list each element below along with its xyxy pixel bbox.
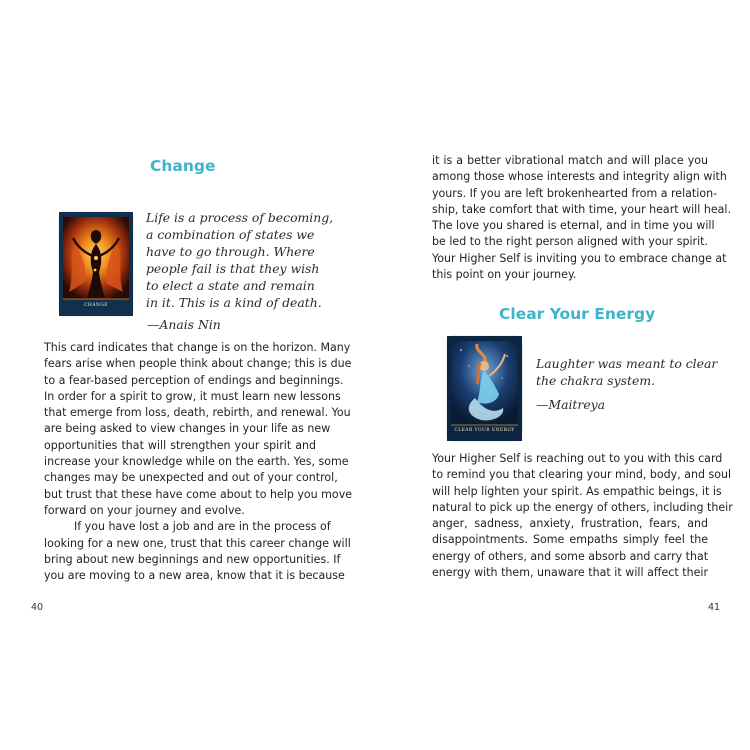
change-card-caption: CHANGE xyxy=(84,303,108,308)
body-line: among those whose interests and integrity align with xyxy=(432,170,727,184)
body-line: Your Higher Self is reaching out to you with this card xyxy=(432,452,723,465)
body-line: yours. If you are left brokenhearted from a relation- xyxy=(432,186,718,200)
body-line: will help lighten your spirit. As empathic beings, it is xyxy=(432,484,722,498)
body-line: this point on your journey. xyxy=(432,268,577,282)
quote-line: have to go through. Where xyxy=(146,244,315,259)
quote-line: Laughter was meant to clear xyxy=(536,356,718,371)
body-line: natural to pick up the energy of others, including their xyxy=(432,500,733,514)
body-line: to a fear-based perception of endings and beginnings. xyxy=(44,373,344,387)
body-line: energy of others, and some absorb and carry that xyxy=(432,549,709,563)
continued-body-text xyxy=(432,153,731,283)
body-line: are being asked to view changes in your life as new xyxy=(44,422,331,436)
page-number-right: 41 xyxy=(708,602,721,613)
body-line: be led to the right person aligned with your spirit. xyxy=(432,235,708,249)
clear-energy-card-caption: CLEAR YOUR ENERGY xyxy=(454,428,515,433)
body-line: bring about new beginnings and new opportunities. If xyxy=(44,552,341,566)
body-line: In order for a spirit to grow, it must learn new lessons xyxy=(44,389,341,403)
quote-line: the chakra system. xyxy=(536,373,656,388)
quote-line: to elect a state and remain xyxy=(146,278,315,293)
change-quote-author: —Anais Nin xyxy=(147,317,221,332)
body-line: looking for a new one, trust that this career change will xyxy=(44,536,351,550)
section-heading-change: Change xyxy=(150,157,216,175)
body-line: you are moving to a new area, know that it is because xyxy=(44,569,345,583)
body-line: forward on your journey and evolve. xyxy=(44,503,245,517)
body-line: energy with them, unaware that it will affect their xyxy=(432,566,708,580)
change-card xyxy=(59,212,133,316)
clear-energy-card-art-icon xyxy=(447,336,522,441)
body-line: fears arise when people think about change; this is due xyxy=(44,357,352,371)
body-line: This card indicates that change is on the horizon. Many xyxy=(44,341,351,354)
clear-energy-quote xyxy=(536,355,718,389)
body-line: disappointments. Some empaths simply feel the xyxy=(432,533,708,547)
body-line: changes may be unexpected and out of your control, xyxy=(44,471,338,485)
clear-energy-quote-author: —Maitreya xyxy=(536,397,606,412)
body-line: that emerge from loss, death, rebirth, and renewal. You xyxy=(44,406,351,420)
quote-line: in it. This is a kind of death. xyxy=(146,295,322,310)
body-line: Your Higher Self is inviting you to embrace change at xyxy=(432,251,727,265)
body-line: to remind you that clearing your mind, body, and soul xyxy=(432,468,732,482)
body-line: The love you shared is eternal, and in time you will xyxy=(432,219,715,233)
body-line: anger, sadness, anxiety, frustration, fears, and xyxy=(432,517,708,531)
body-line: but trust that these have come about to help you move xyxy=(44,487,353,501)
body-line: increase your knowledge while on the earth. Yes, some xyxy=(44,455,349,469)
quote-line: a combination of states we xyxy=(146,227,315,242)
quote-line: Life is a process of becoming, xyxy=(146,210,334,225)
change-body-text xyxy=(44,340,353,584)
right-page xyxy=(375,0,750,750)
clear-energy-body-text xyxy=(432,451,733,581)
change-quote xyxy=(146,209,334,311)
quote-line: people fail is that they wish xyxy=(146,261,320,276)
change-card-art-icon xyxy=(59,212,133,316)
body-line: opportunities that will strengthen your spirit and xyxy=(44,438,316,452)
clear-energy-card xyxy=(447,336,522,441)
body-line: ship, take comfort that with time, your heart will heal. xyxy=(432,202,731,216)
body-line: If you have lost a job and are in the process of xyxy=(74,520,331,534)
section-heading-clear-your-energy: Clear Your Energy xyxy=(499,305,656,323)
body-line: it is a better vibrational match and will place you xyxy=(432,154,708,167)
page-number-left: 40 xyxy=(31,602,44,613)
